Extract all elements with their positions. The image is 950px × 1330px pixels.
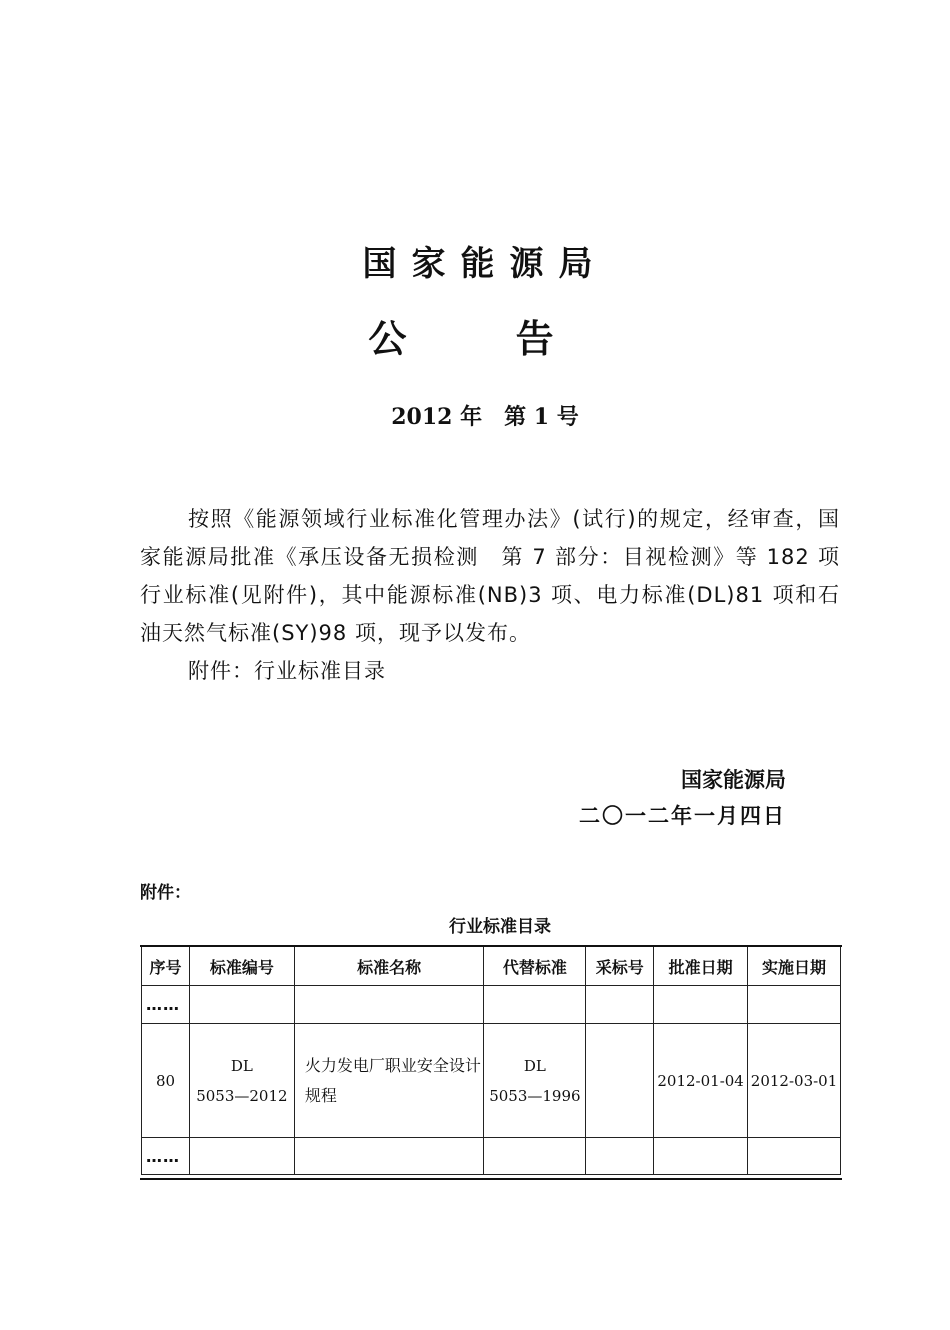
attachment-note: 附件：行业标准目录 — [188, 659, 386, 683]
announcement-number: 2012 年 第 1 号 — [391, 404, 579, 430]
row-name: 火力发电厂职业安全设计规程 — [294, 1024, 484, 1138]
col-header-name: 标准名称 — [294, 947, 484, 986]
table-caption: 行业标准目录 — [449, 917, 551, 937]
col-header-code: 标准编号 — [189, 947, 294, 986]
ellipsis-cell: …… — [142, 1138, 190, 1175]
col-header-adopted: 采标号 — [586, 947, 654, 986]
table-row — [142, 1024, 841, 1138]
signature-date: 二〇一二年一月四日 — [579, 804, 786, 828]
signature-organization: 国家能源局 — [681, 768, 786, 792]
row-seq: 80 — [142, 1024, 190, 1138]
row-code-number: 5053—2012 — [196, 1086, 288, 1105]
row-replaces — [484, 1024, 586, 1138]
row-replaces-prefix: DL — [523, 1056, 546, 1075]
appendix-label: 附件： — [140, 883, 191, 903]
ellipsis-cell: …… — [142, 986, 190, 1024]
row-replaces-number: 5053—1996 — [489, 1086, 581, 1105]
table-header-row — [142, 947, 841, 986]
col-header-replaces: 代替标准 — [484, 947, 586, 986]
row-code — [189, 1024, 294, 1138]
row-code-prefix: DL — [230, 1056, 253, 1075]
col-header-seq: 序号 — [142, 947, 190, 986]
body-paragraph: 按照《能源领域行业标准化管理办法》(试行)的规定，经审查，国家能源局批准《承压设备无损检测 第 7 部分：目视检测》等 182 项行业标准(见附件)，其中能源标准(NB)3 项、电力标准(DL)81 项和石油天然气标准(SY)98 项，现予以发布。 — [140, 507, 840, 645]
issuer-heading: 国家能源局 — [362, 244, 608, 284]
row-adopted — [586, 1024, 654, 1138]
col-header-effective: 实施日期 — [748, 947, 841, 986]
row-approved-date: 2012-01-04 — [654, 1024, 748, 1138]
announcement-title: 公 告 — [368, 317, 602, 361]
col-header-approved: 批准日期 — [654, 947, 748, 986]
table-row-ellipsis-bottom — [142, 1138, 841, 1175]
row-effective-date: 2012-03-01 — [748, 1024, 841, 1138]
announcement-body — [140, 500, 840, 690]
standards-table — [141, 946, 841, 1175]
table-row-ellipsis-top — [142, 986, 841, 1024]
